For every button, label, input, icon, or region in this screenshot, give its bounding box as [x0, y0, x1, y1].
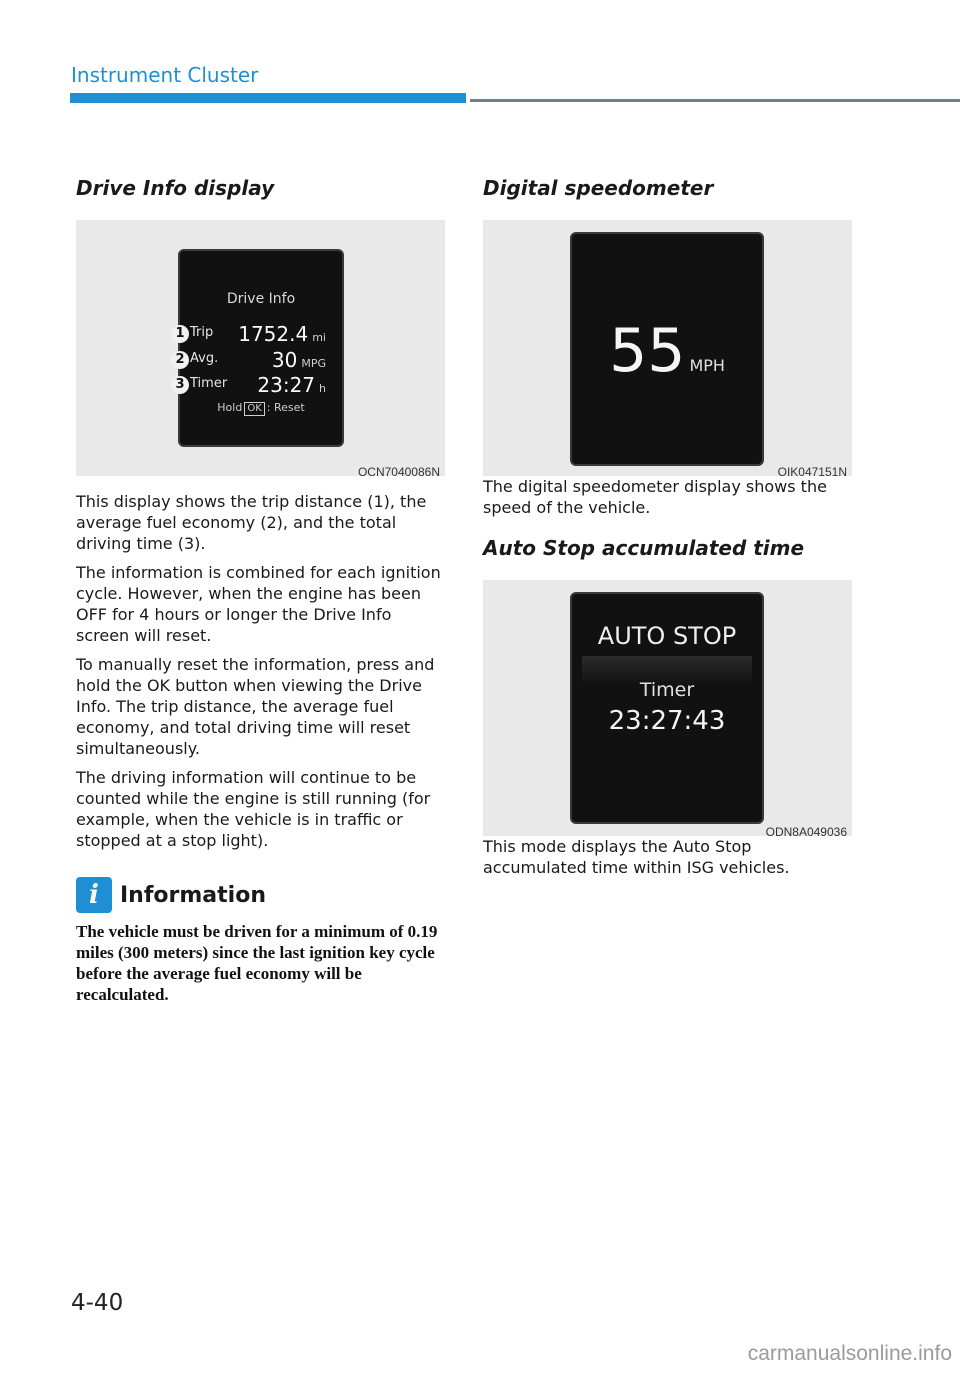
information-text: The vehicle must be driven for a minimum of 0.19 miles (300 meters) since the last ignition key cycle before the average fuel economy will be recalculated. — [76, 922, 438, 1004]
row-label: Avg. — [190, 351, 219, 366]
callout-number: 1 — [171, 325, 189, 343]
speed-unit: MPH — [689, 356, 725, 375]
figure-code: ODN8A049036 — [765, 825, 847, 839]
row-value: 23:27 h — [257, 373, 326, 397]
row-label: Trip — [190, 325, 214, 340]
speed-readout — [572, 316, 762, 386]
drive-info-body — [76, 491, 446, 851]
auto-stop-screen — [570, 592, 764, 824]
speedometer-screen — [570, 232, 764, 466]
figure-drive-info — [76, 220, 445, 479]
paragraph: The driving information will continue to be counted while the engine is still running (for example, when the vehicle is in traffic or stopped at a stop light). — [76, 768, 431, 850]
information-icon: i — [76, 877, 112, 913]
page-number: 4-40 — [71, 1290, 124, 1316]
callout-number: 2 — [171, 351, 189, 369]
right-column — [483, 176, 853, 886]
information-header — [76, 877, 446, 913]
row-value: 1752.4 mi — [238, 322, 326, 346]
section-title-auto-stop: Auto Stop accumulated time — [483, 536, 805, 560]
callout-number: 3 — [171, 376, 189, 394]
watermark-link[interactable]: carmanualsonline.info — [747, 1342, 952, 1365]
paragraph: To manually reset the information, press and hold the OK button when viewing the Drive Info. The trip distance, the average fuel economy, and total driving time will reset simultaneously. — [76, 655, 435, 758]
drive-info-row-avg — [175, 348, 342, 375]
ok-key-icon: OK — [244, 402, 264, 416]
header-title: Instrument Cluster — [71, 63, 259, 87]
drive-info-screen-title: Drive Info — [226, 291, 296, 307]
header-rule-gray — [470, 99, 960, 102]
section-title-drive-info: Drive Info display — [76, 176, 275, 200]
paragraph: The digital speedometer display shows the speed of the vehicle. — [483, 477, 827, 517]
speed-value: 55 — [609, 316, 686, 386]
figure-auto-stop — [483, 580, 852, 839]
figure-code: OCN7040086N — [357, 465, 440, 479]
figure-speedometer — [483, 220, 852, 479]
auto-stop-title: AUTO STOP — [597, 622, 737, 650]
timer-label: Timer — [639, 679, 695, 701]
drive-info-screen — [175, 249, 344, 447]
paragraph: This display shows the trip distance (1), the average fuel economy (2), and the total driving time (3). — [76, 492, 427, 553]
header-rule-accent — [70, 93, 466, 103]
timer-value: 23:27:43 — [608, 706, 726, 736]
row-label: Timer — [190, 376, 228, 391]
row-value: 30 MPG — [271, 348, 326, 372]
figure-code: OIK047151N — [777, 465, 847, 479]
information-title: Information — [120, 882, 266, 908]
left-column — [76, 176, 446, 1005]
drive-info-row-trip — [175, 322, 342, 349]
paragraph: The information is combined for each ignition cycle. However, when the engine has been OFF for 4 hours or longer the Drive Info screen will reset. — [76, 563, 441, 645]
hold-reset-hint: Hold OK : Reset — [217, 401, 305, 414]
drive-info-row-timer — [175, 373, 342, 400]
paragraph: This mode displays the Auto Stop accumulated time within ISG vehicles. — [483, 837, 790, 877]
section-title-digital-speedometer: Digital speedometer — [483, 176, 714, 200]
